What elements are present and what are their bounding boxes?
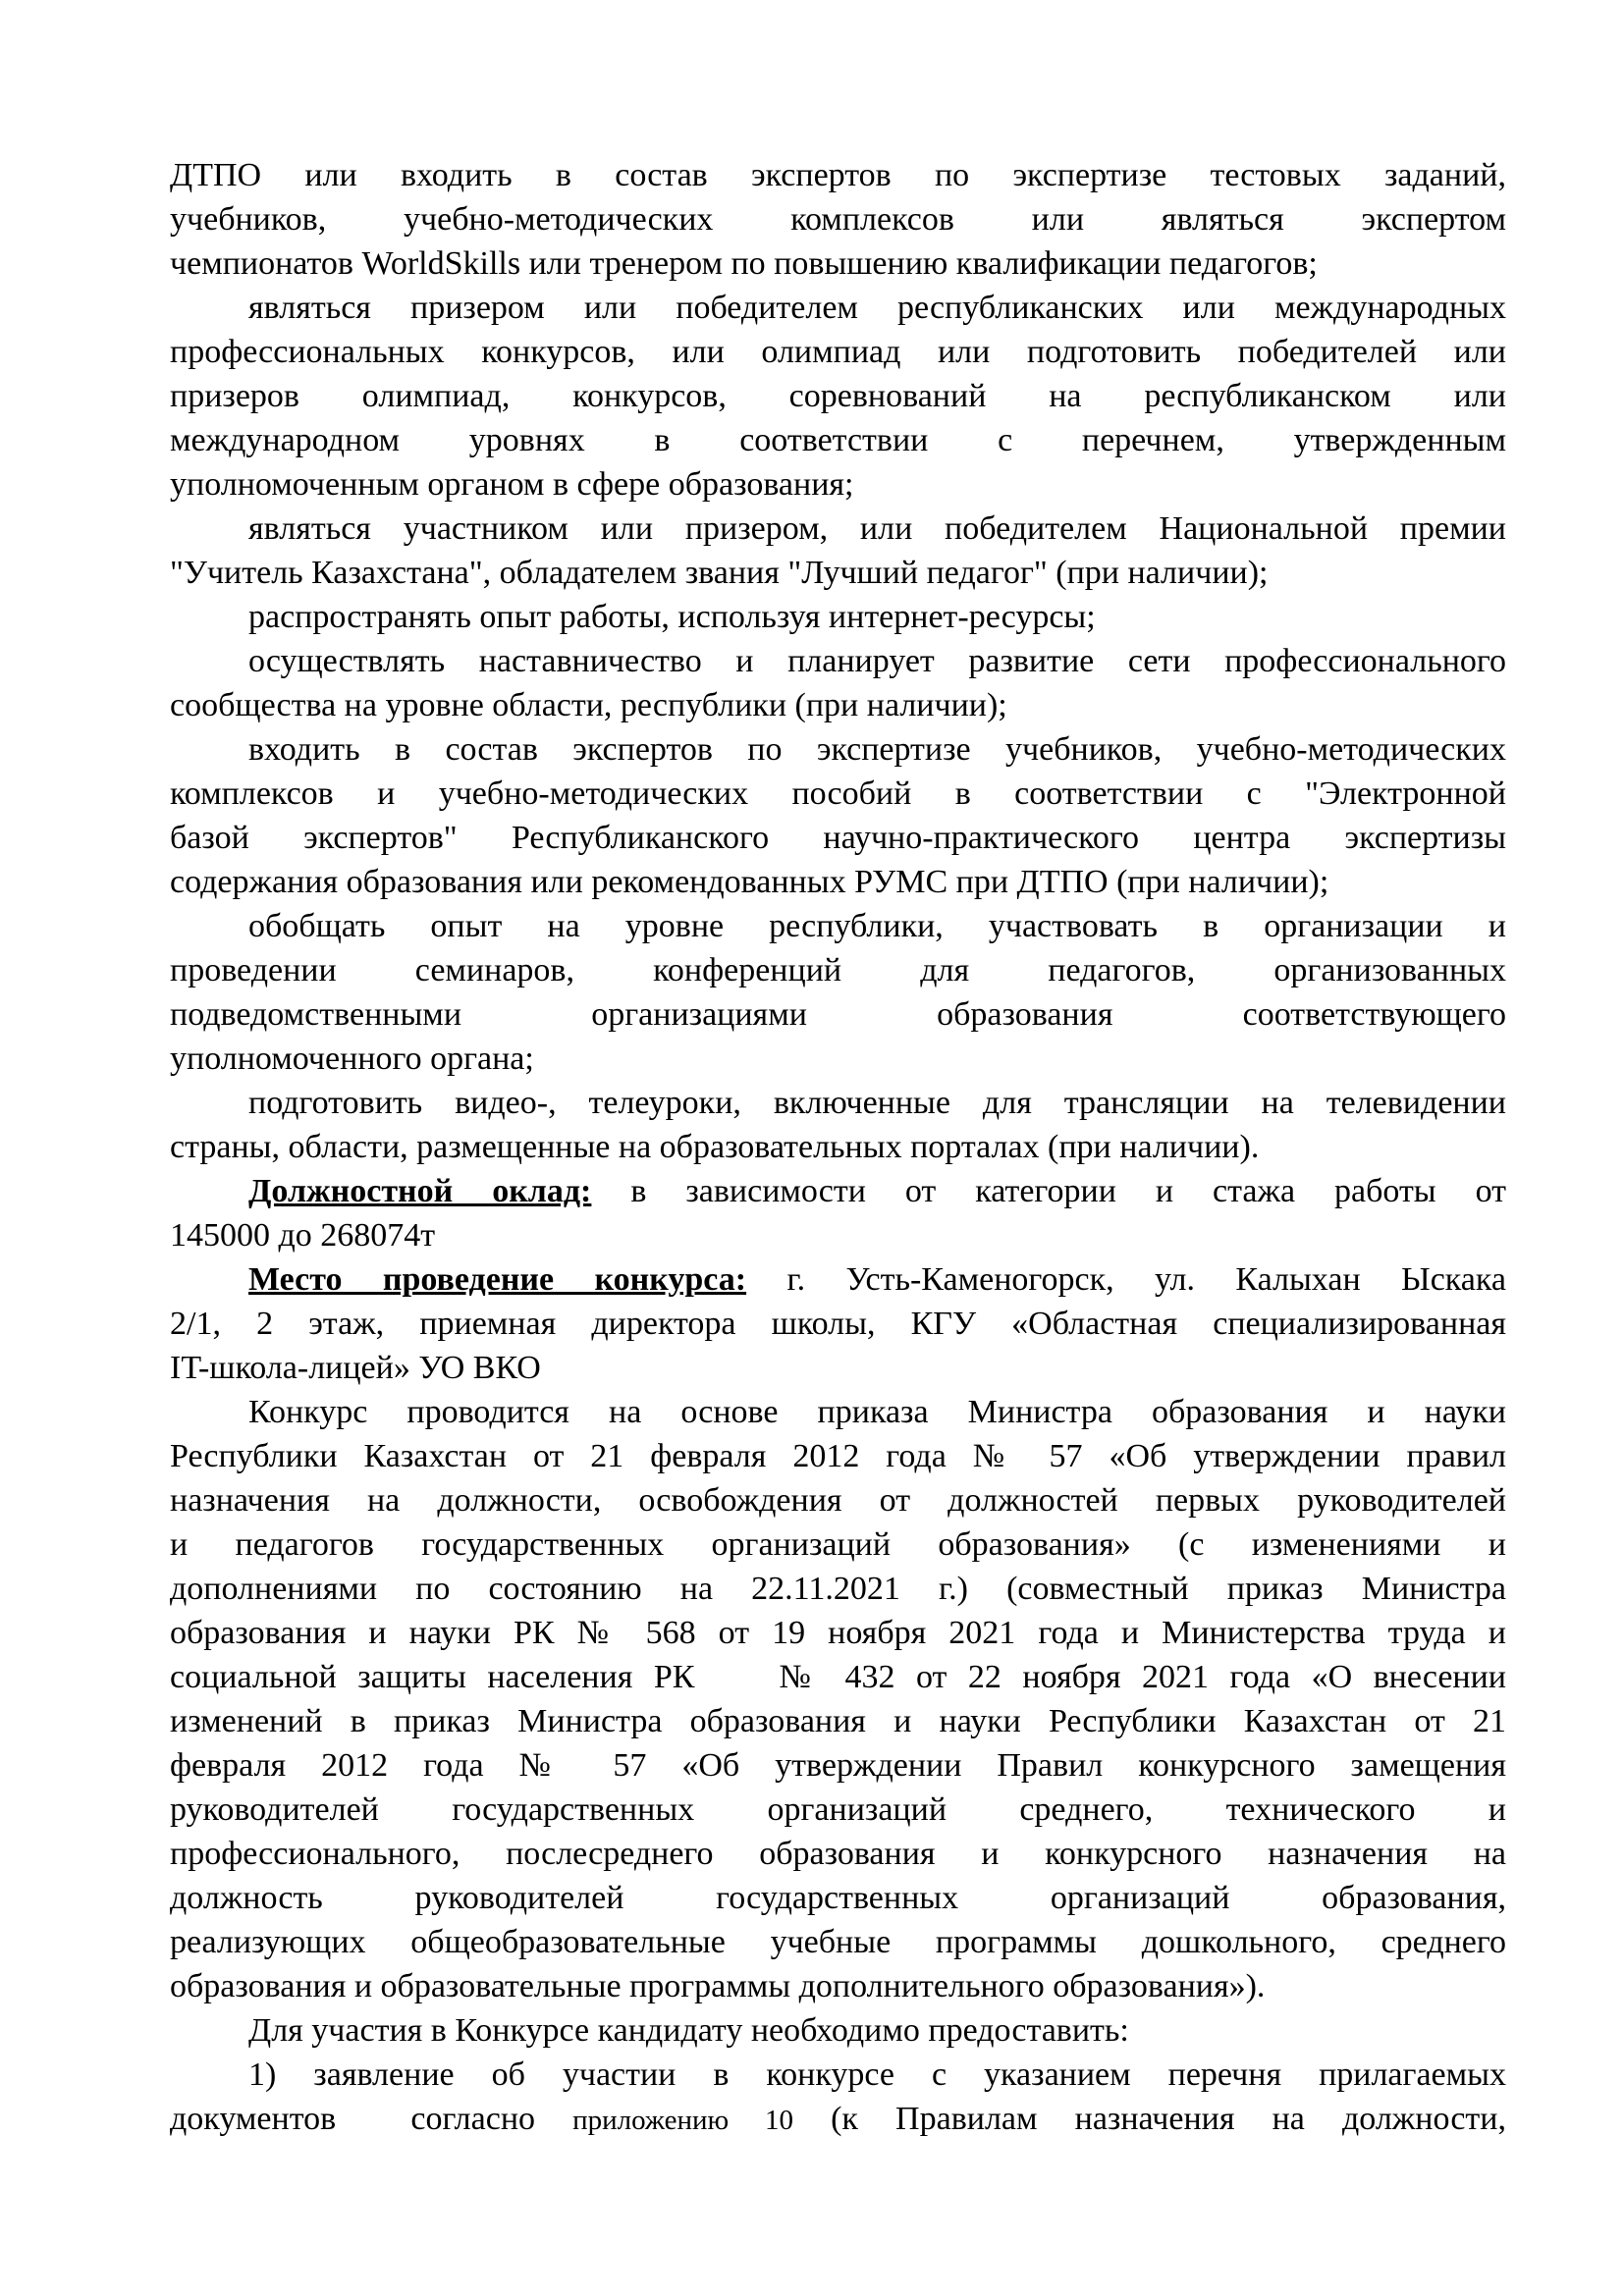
text-line: являться призером или победителем республиканских или международных: [248, 290, 1506, 326]
paragraph: [170, 1390, 1506, 2008]
text-line: и педагогов государственных организаций образования» (с изменениями и: [170, 1526, 1506, 1563]
text-line: подготовить видео-, телеуроки, включенные для трансляции на телевидении: [248, 1085, 1506, 1121]
paragraph: [170, 1169, 1506, 1257]
text-line: профессиональных конкурсов, или олимпиад или подготовить победителей или: [170, 334, 1506, 370]
text-line: руководителей государственных организаций среднего, технического и: [170, 1791, 1506, 1828]
paragraph: [170, 2053, 1506, 2143]
text-line: IT-школа-лицей» УО ВКО: [170, 1350, 541, 1386]
paragraph: [170, 2008, 1506, 2053]
text-line: комплексов и учебно-методических пособий в соответствии с "Электронной: [170, 775, 1506, 812]
text-line: [170, 1257, 1506, 1302]
text-line: изменений в приказ Министра образования и науки Республики Казахстан от 21: [170, 1703, 1506, 1739]
text-line: базой экспертов" Республиканского научно-практического центра экспертизы: [170, 820, 1506, 856]
text-line: распространять опыт работы, используя интернет-ресурсы;: [248, 599, 1096, 635]
text-line: [170, 2097, 1506, 2143]
text-line: содержания образования или рекомендованных РУМС при ДТПО (при наличии);: [170, 864, 1329, 900]
text-line: социальной защиты населения РК № 432 от 22 ноября 2021 года «О внесении: [170, 1659, 1506, 1695]
text-line: Для участия в Конкурсе кандидату необходимо предоставить:: [248, 2012, 1129, 2049]
paragraph: [170, 507, 1506, 595]
text-line: подведомственными организациями образования соответствующего: [170, 996, 1506, 1033]
paragraph: [170, 286, 1506, 507]
paragraph: [170, 153, 1506, 286]
text-line: проведении семинаров, конференций для педагогов, организованных: [170, 952, 1506, 988]
text-line: входить в состав экспертов по экспертизе учебников, учебно-методических: [248, 731, 1506, 768]
text-line: сообщества на уровне области, республики (при наличии);: [170, 687, 1007, 723]
paragraph: [170, 1081, 1506, 1169]
text-line: образования и образовательные программы дополнительного образования»).: [170, 1968, 1266, 2004]
text-line: Республики Казахстан от 21 февраля 2012 года № 57 «Об утверждении правил: [170, 1438, 1506, 1474]
text-line: 145000 до 268074т: [170, 1217, 436, 1254]
text-line: образования и науки РК № 568 от 19 ноября 2021 года и Министерства труда и: [170, 1615, 1506, 1651]
text-line: февраля 2012 года № 57 «Об утверждении Правил конкурсного замещения: [170, 1747, 1506, 1784]
text-line: Конкурс проводится на основе приказа Министра образования и науки: [248, 1394, 1506, 1430]
text-line: реализующих общеобразовательные учебные программы дошкольного, среднего: [170, 1924, 1506, 1960]
text-line: являться участником или призером, или победителем Национальной премии: [248, 510, 1506, 547]
text-line: профессионального, послесреднего образования и конкурсного назначения на: [170, 1836, 1506, 1872]
text-line: страны, области, размещенные на образовательных порталах (при наличии).: [170, 1129, 1260, 1165]
text-segment: документов согласно: [170, 2101, 573, 2137]
text-line: "Учитель Казахстана", обладателем звания "Лучший педагог" (при наличии);: [170, 555, 1269, 591]
text-line: обобщать опыт на уровне республики, участвовать в организации и: [248, 908, 1506, 944]
text-line: уполномоченного органа;: [170, 1041, 534, 1077]
text-line: учебников, учебно-методических комплексов или являться экспертом: [170, 201, 1506, 238]
text-line: ДТПО или входить в состав экспертов по экспертизе тестовых заданий,: [170, 157, 1506, 193]
paragraph: [170, 904, 1506, 1081]
text-segment: приложению 10: [572, 2105, 793, 2136]
text-segment: в зависимости от категории и стажа работы от: [591, 1173, 1507, 1209]
text-line: международном уровнях в соответствии с перечнем, утвержденным: [170, 422, 1506, 458]
text-line: уполномоченным органом в сфере образования;: [170, 466, 854, 503]
text-segment: г. Усть-Каменогорск, ул. Калыхан Ыскака: [746, 1261, 1506, 1298]
text-line: должность руководителей государственных организаций образования,: [170, 1880, 1506, 1916]
text-line: назначения на должности, освобождения от должностей первых руководителей: [170, 1482, 1506, 1519]
text-line: осуществлять наставничество и планирует развитие сети профессионального: [248, 643, 1506, 679]
text-line: 2/1, 2 этаж, приемная директора школы, КГУ «Областная специализированная: [170, 1306, 1506, 1342]
text-line: дополнениями по состоянию на 22.11.2021 г.) (совместный приказ Министра: [170, 1571, 1506, 1607]
text-line: чемпионатов WorldSkills или тренером по повышению квалификации педагогов;: [170, 245, 1318, 282]
paragraph: [170, 1257, 1506, 1390]
text-line: 1) заявление об участии в конкурсе с указанием перечня прилагаемых: [248, 2056, 1506, 2093]
inline-heading: Должностной оклад:: [248, 1173, 592, 1209]
paragraph: [170, 639, 1506, 727]
inline-heading: Место проведение конкурса:: [248, 1261, 747, 1298]
document-body: [170, 153, 1506, 2143]
paragraph: [170, 727, 1506, 904]
text-line: призеров олимпиад, конкурсов, соревнований на республиканском или: [170, 378, 1506, 414]
text-line: [170, 1169, 1506, 1213]
paragraph: [170, 595, 1506, 639]
text-segment: (к Правилам назначения на должности,: [793, 2101, 1506, 2137]
